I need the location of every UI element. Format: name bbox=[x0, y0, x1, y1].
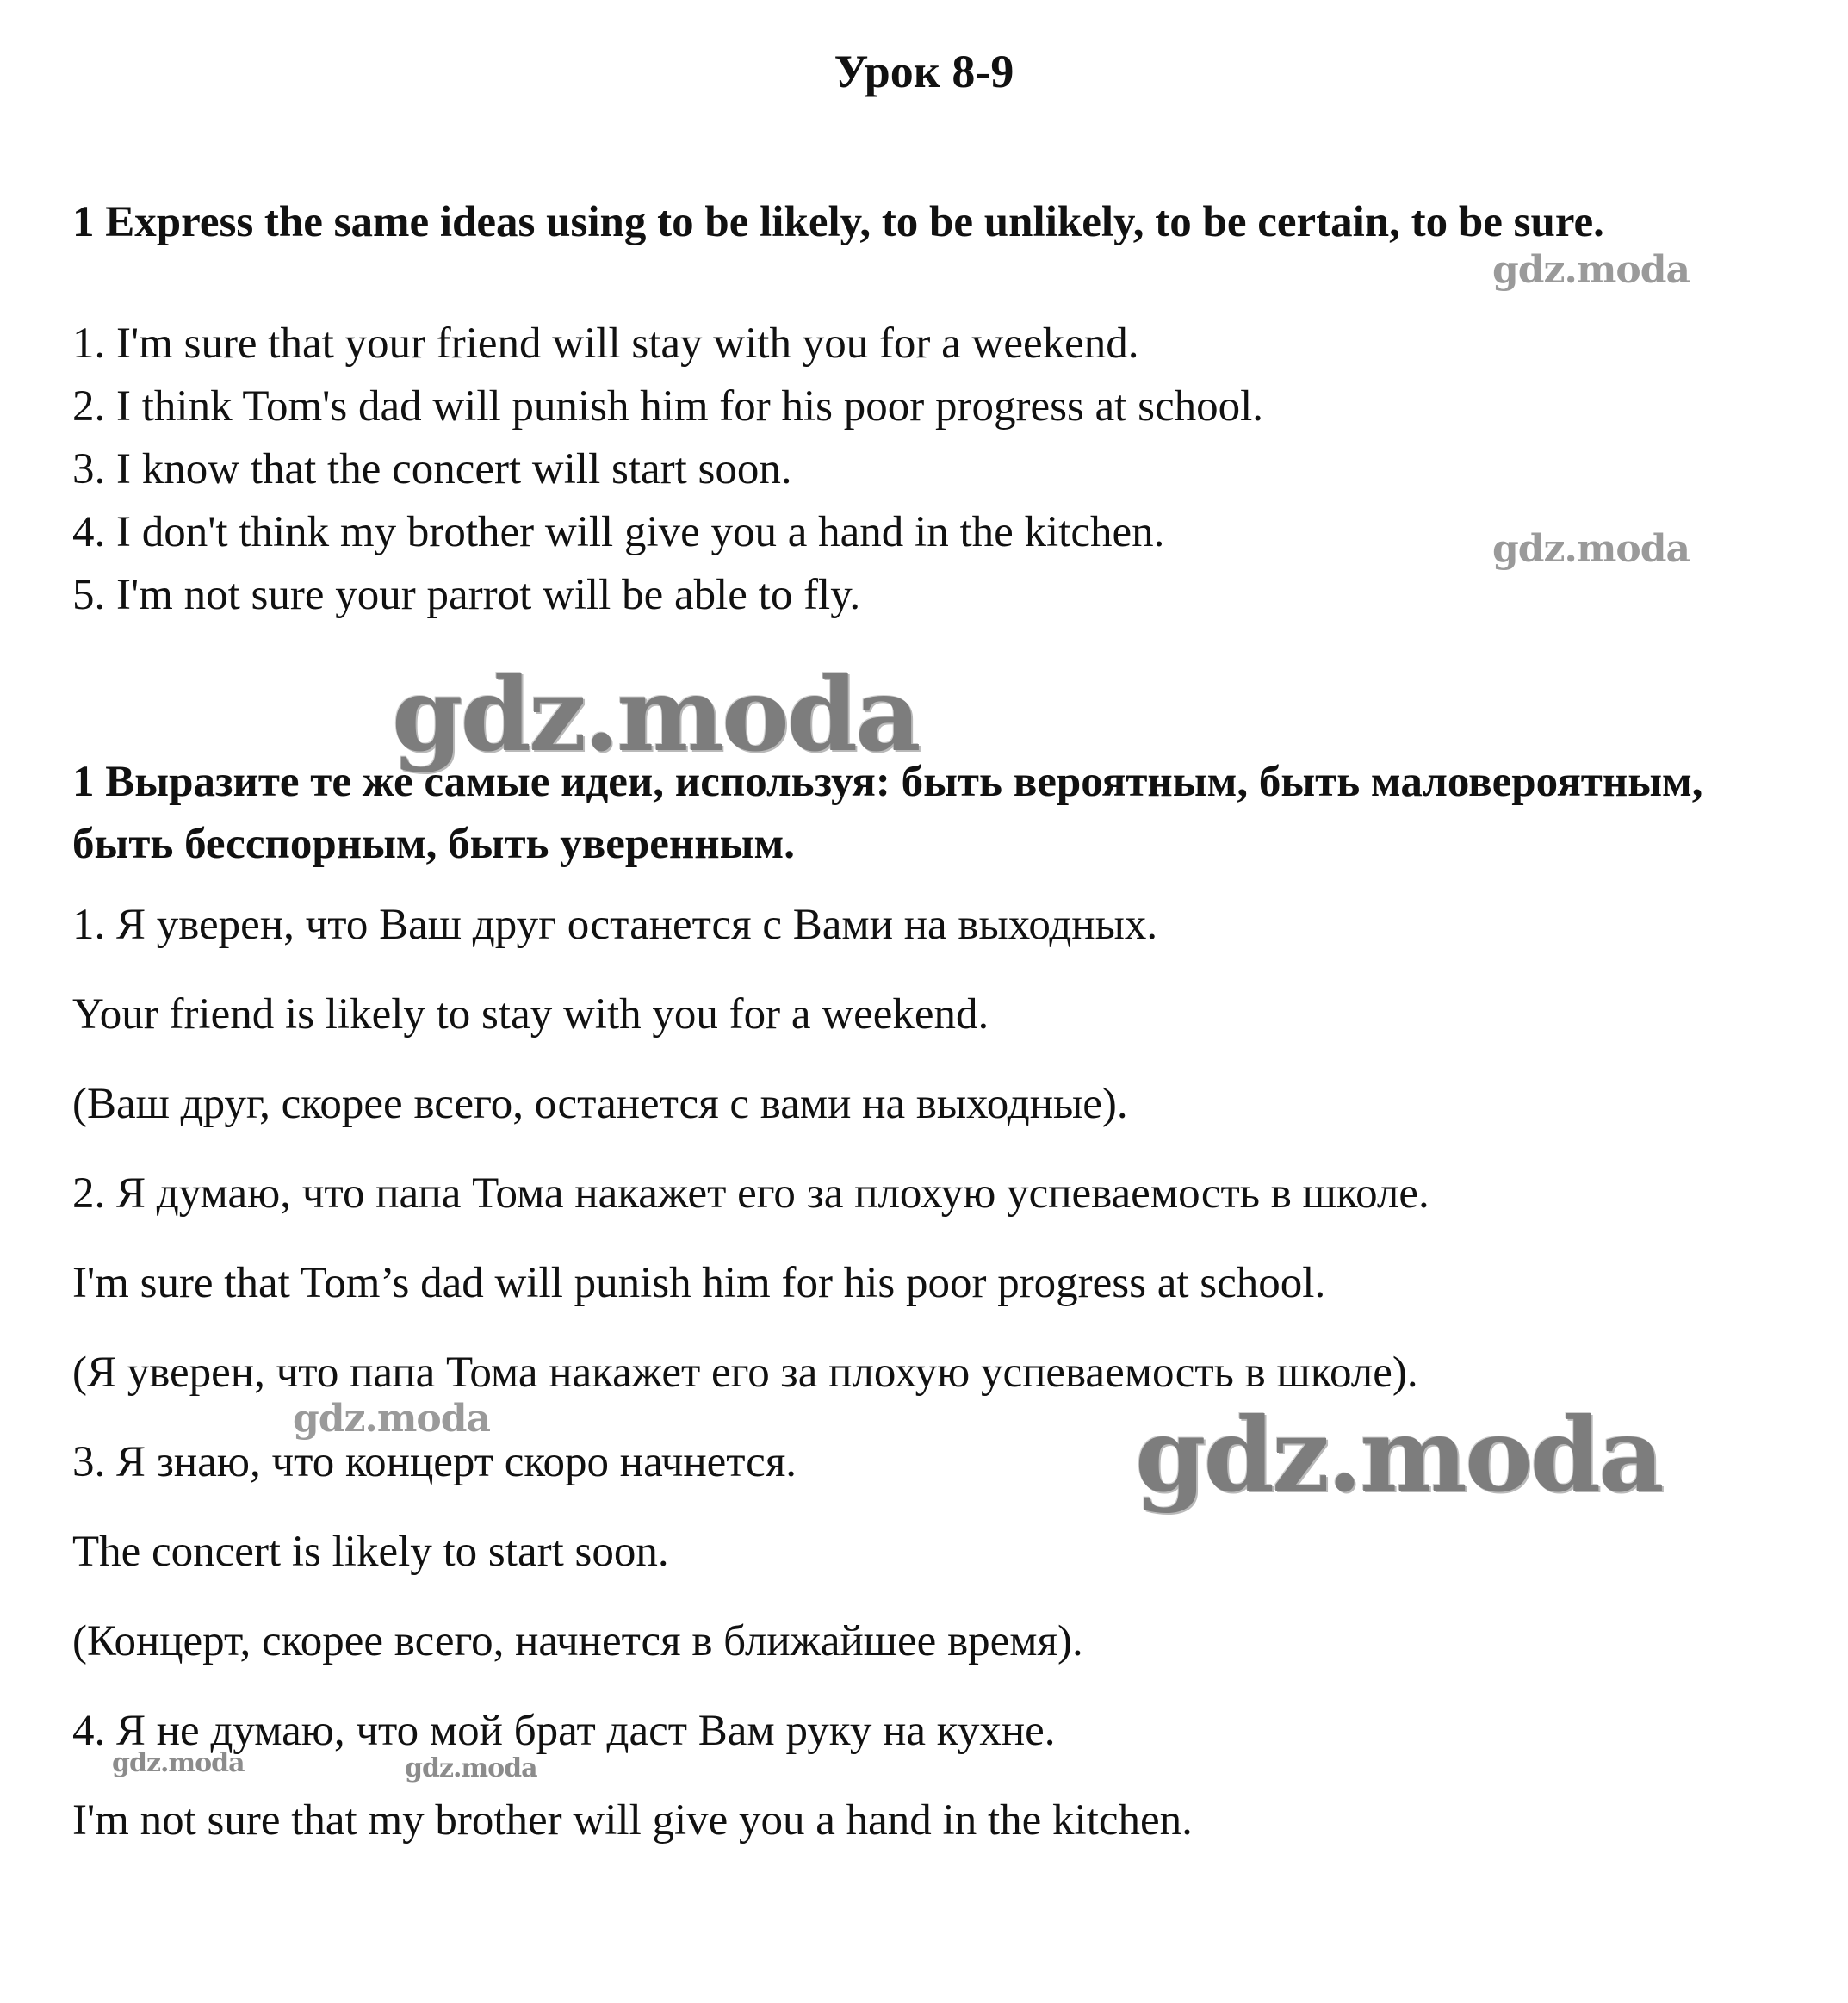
answer-2-translation: (Я уверен, что папа Тома накажет его за плохую успеваемость в школе). bbox=[72, 1349, 1418, 1397]
watermark: gdz.moda bbox=[1492, 527, 1690, 571]
exercise-item-5: 5. I'm not sure your parrot will be able to fly. bbox=[72, 571, 861, 619]
answer-2-en: I'm sure that Tom’s dad will punish him for his poor progress at school. bbox=[72, 1259, 1326, 1307]
watermark: gdz.moda bbox=[112, 1748, 245, 1778]
answer-3-en: The concert is likely to start soon. bbox=[72, 1528, 669, 1576]
answer-3-translation: (Концерт, скорее всего, начнется в ближайшее время). bbox=[72, 1617, 1083, 1665]
answer-4-en: I'm not sure that my brother will give you a hand in the kitchen. bbox=[72, 1796, 1193, 1845]
watermark: gdz.moda bbox=[293, 1397, 491, 1441]
answer-4-ru: 4. Я не думаю, что мой брат даст Вам руку на кухне. bbox=[72, 1707, 1056, 1755]
page-title: Урок 8-9 bbox=[834, 46, 1014, 97]
watermark: gdz.moda bbox=[392, 654, 919, 774]
answer-3-ru: 3. Я знаю, что концерт скоро начнется. bbox=[72, 1438, 797, 1486]
answer-2-ru: 2. Я думаю, что папа Тома накажет его за плохую успеваемость в школе. bbox=[72, 1169, 1429, 1218]
watermark: gdz.moda bbox=[1135, 1395, 1662, 1515]
exercise-heading-en: 1 Express the same ideas using to be likely, to be unlikely, to be certain, to be sure. bbox=[72, 198, 1604, 246]
answer-1-ru: 1. Я уверен, что Ваш друг останется с Вами на выходных. bbox=[72, 901, 1158, 949]
watermark: gdz.moda bbox=[405, 1753, 537, 1783]
exercise-item-2: 2. I think Tom's dad will punish him for his poor progress at school. bbox=[72, 382, 1264, 431]
answer-1-translation: (Ваш друг, скорее всего, останется с вами на выходные). bbox=[72, 1080, 1128, 1128]
watermark: gdz.moda bbox=[1492, 248, 1690, 292]
exercise-item-4: 4. I don't think my brother will give you a hand in the kitchen. bbox=[72, 508, 1165, 556]
exercise-heading-ru: 1 Выразите те же самые идеи, используя: быть вероятным, быть маловероятным, быть бесспорным, быть уверенным. bbox=[72, 758, 1703, 868]
exercise-item-1: 1. I'm sure that your friend will stay with you for a weekend. bbox=[72, 319, 1139, 368]
answer-1-en: Your friend is likely to stay with you for a weekend. bbox=[72, 990, 989, 1039]
exercise-item-3: 3. I know that the concert will start soon. bbox=[72, 445, 792, 493]
